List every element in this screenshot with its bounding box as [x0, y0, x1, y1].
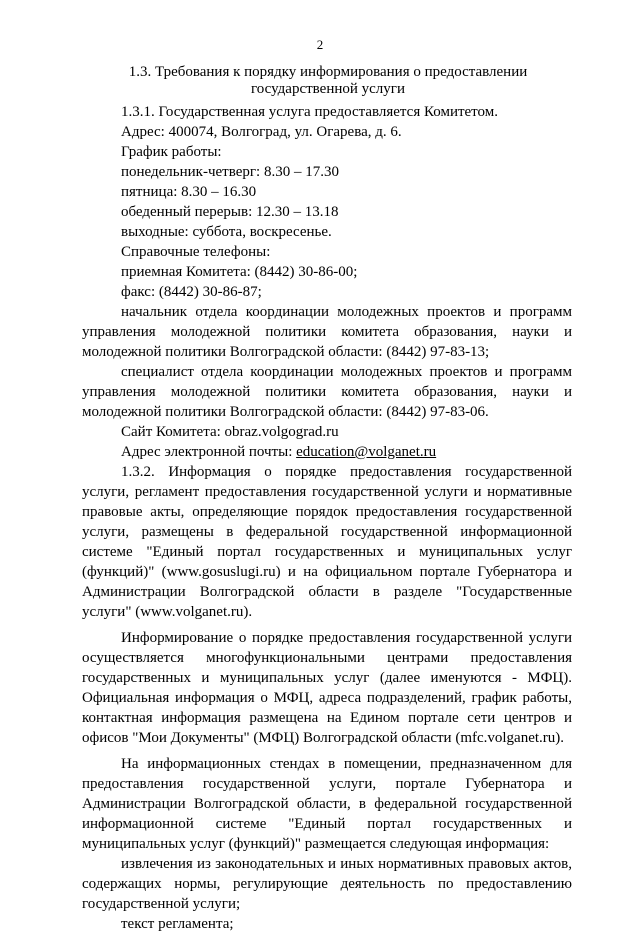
phones-heading: Справочные телефоны:	[121, 244, 271, 260]
paragraph-1-3-1: 1.3.1. Государственная услуга предоставляется Комитетом.	[121, 104, 498, 120]
schedule-heading: График работы:	[121, 144, 222, 160]
schedule-lunch: обеденный перерыв: 12.30 – 13.18	[121, 204, 339, 220]
paragraph-mfc: Информирование о порядке предоставления государственной услуги осуществляется многофункциональными центрами предоставления государственных и муниципальных услуг (далее именуются - МФЦ). Официальная информация о МФЦ, адреса подразделений, график работы, контактная информация размещена на Едином портале сети центров и офисов "Мои Документы" (МФЦ) Волгоградской области (mfc.volganet.ru).	[82, 630, 572, 746]
section-title: 1.3. Требования к порядку информирования о предоставлении государственной услуги	[128, 64, 528, 97]
paragraph-regulation-text: текст регламента;	[121, 916, 234, 932]
email-link[interactable]: education@volganet.ru	[296, 444, 437, 460]
paragraph-1-3-2: 1.3.2. Информация о порядке предоставления государственной услуги, регламент предоставления государственной услуги и нормативные правовые акты, определяющие порядок предоставления государственной услуги, размещены в федеральной государственной информационной системе "Единый портал государственных и муниципальных услуг (функций)" (www.gosuslugi.ru) и на официальном портале Губернатора и Администрации Волгоградской области в разделе "Государственные услуги" (www.volganet.ru).	[82, 464, 572, 620]
page-number: 2	[316, 37, 324, 52]
phone-head-of-dept: начальник отдела координации молодежных проектов и программ управления молодежной политики комитета образования, науки и молодежной политики Волгоградской области: (8442) 97-83-13;	[82, 304, 572, 360]
paragraph-info-stands: На информационных стендах в помещении, предназначенном для предоставления государственной услуги, портале Губернатора и Администрации Волгоградской области, в федеральной государственной информационной системе "Единый портал государственных и муниципальных услуг (функций)" размещается следующая информация:	[82, 756, 572, 852]
phone-fax: факс: (8442) 30-86-87;	[121, 284, 262, 300]
schedule-friday: пятница: 8.30 – 16.30	[121, 184, 257, 200]
email-label: Адрес электронной почты:	[121, 444, 297, 460]
document-body	[82, 102, 572, 934]
paragraph-extracts: извлечения из законодательных и иных нормативных правовых актов, содержащих нормы, регулирующие деятельность по предоставлению государственной услуги;	[82, 856, 572, 912]
website-line: Сайт Комитета: obraz.volgograd.ru	[121, 424, 339, 440]
schedule-mon-thu: понедельник-четверг: 8.30 – 17.30	[121, 164, 339, 180]
phone-specialist: специалист отдела координации молодежных проектов и программ управления молодежной политики комитета образования, науки и молодежной политики Волгоградской области: (8442) 97-83-06.	[82, 364, 572, 420]
email-line	[82, 442, 572, 462]
address-line: Адрес: 400074, Волгоград, ул. Огарева, д. 6.	[121, 124, 402, 140]
schedule-weekend: выходные: суббота, воскресенье.	[121, 224, 332, 240]
phone-reception: приемная Комитета: (8442) 30-86-00;	[121, 264, 358, 280]
